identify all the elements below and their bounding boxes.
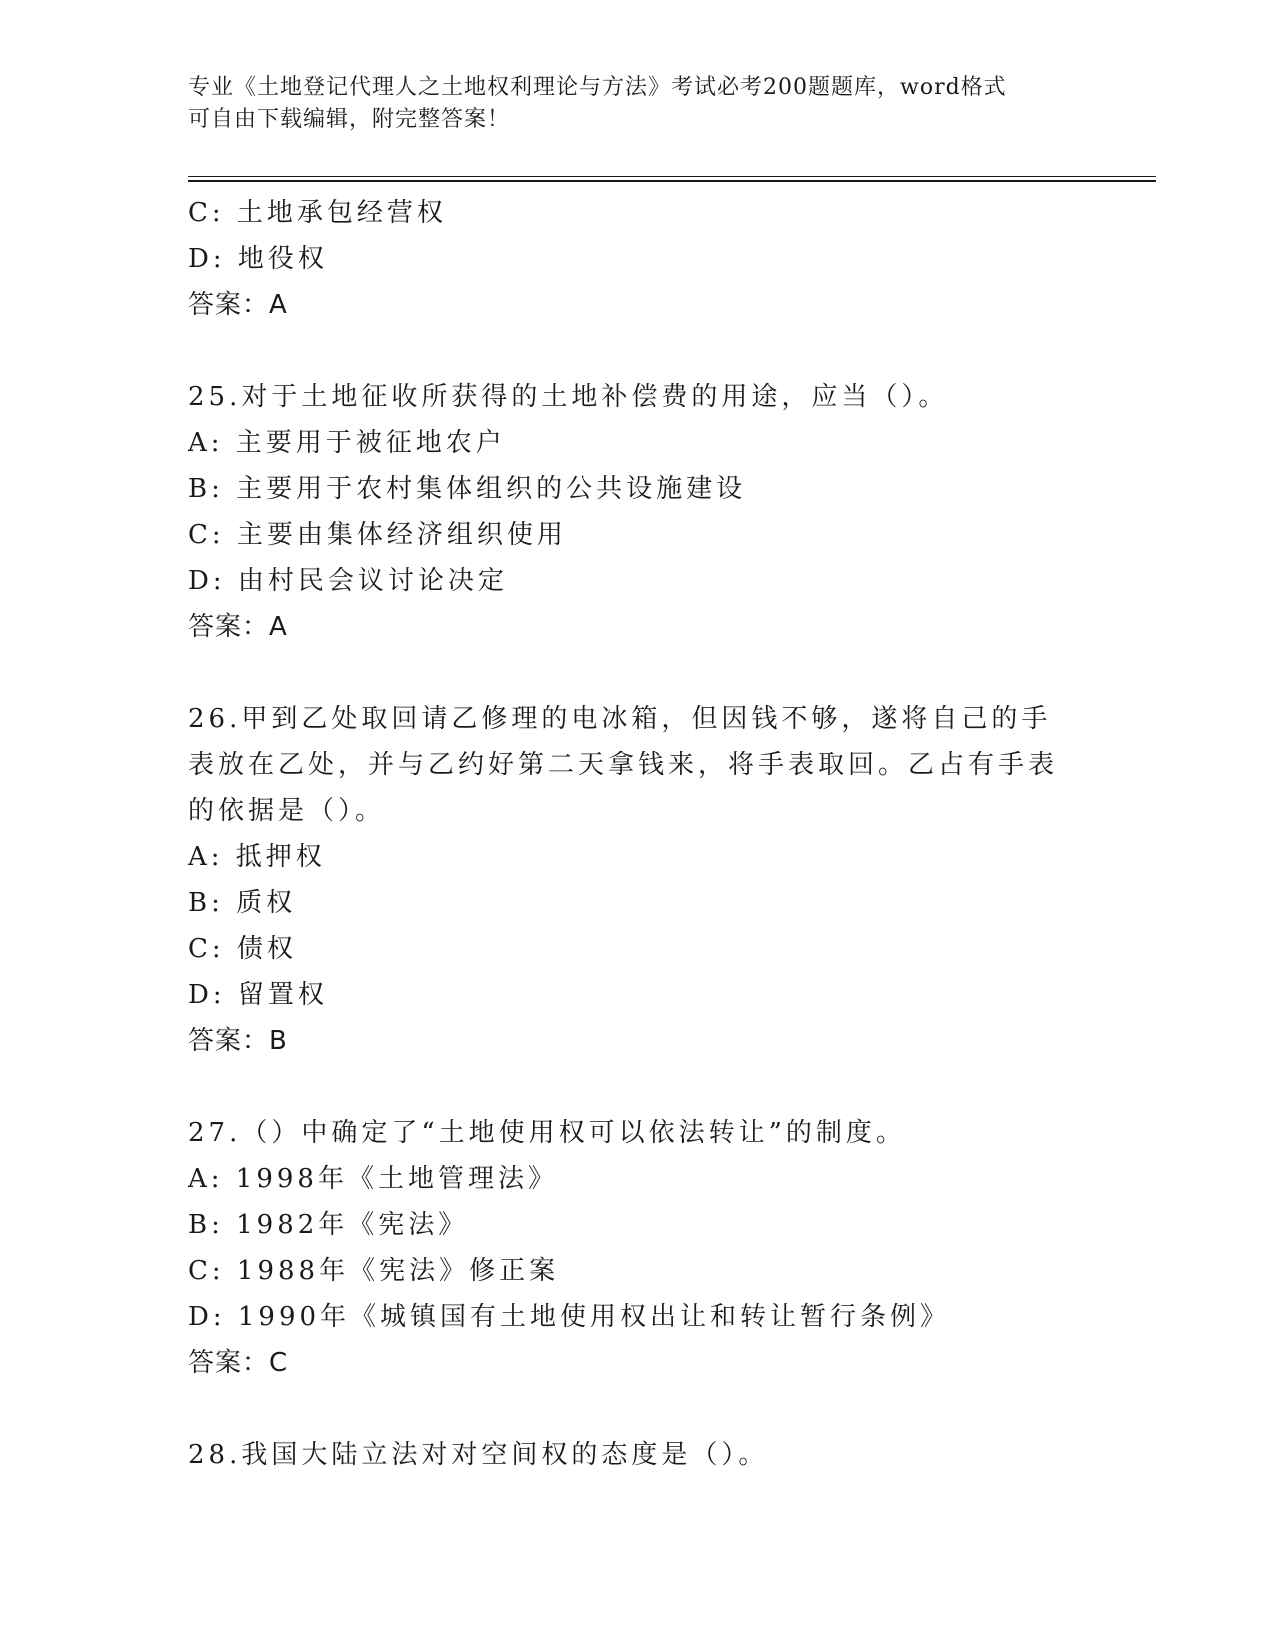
- header-divider-thin: [188, 176, 1156, 177]
- spacer: [188, 1386, 1088, 1432]
- answer-line: 答案：B: [188, 1026, 288, 1056]
- question-stem: 26.甲到乙处取回请乙修理的电冰箱，但因钱不够，遂将自己的手表放在乙处，并与乙约好第二天拿钱来，将手表取回。乙占有手表的依据是（）。: [188, 704, 1059, 826]
- question-26: [188, 696, 1088, 1064]
- answer-line: 答案：A: [188, 612, 288, 642]
- spacer: [188, 650, 1088, 696]
- option-a: A: 1998年《土地管理法》: [188, 1164, 558, 1194]
- option-c: C: 1988年《宪法》修正案: [188, 1256, 560, 1286]
- header-title-line-2: 可自由下载编辑，附完整答案！: [188, 107, 511, 132]
- option-a: A: 主要用于被征地农户: [188, 428, 506, 458]
- option-c: C: 主要由集体经济组织使用: [188, 520, 567, 550]
- option-b: B: 质权: [188, 888, 297, 918]
- header-title-line-1: 专业《土地登记代理人之土地权利理论与方法》考试必考200题题库，word格式: [188, 75, 1007, 100]
- spacer: [188, 1064, 1088, 1110]
- question-25: [188, 374, 1088, 650]
- question-stem: 27.（）中确定了“土地使用权可以依法转让”的制度。: [188, 1118, 906, 1148]
- option-a: A: 抵押权: [188, 842, 326, 872]
- header-divider-thick: [188, 180, 1156, 182]
- document-header: [188, 72, 1088, 136]
- question-list: [188, 190, 1088, 1478]
- question-27: [188, 1110, 1088, 1386]
- question-stem: 25.对于土地征收所获得的土地补偿费的用途，应当（）。: [188, 382, 949, 412]
- question-28: [188, 1432, 1088, 1478]
- question-24: [188, 190, 1088, 328]
- option-d: D: 1990年《城镇国有土地使用权出让和转让暂行条例》: [188, 1302, 951, 1332]
- question-stem: 28.我国大陆立法对对空间权的态度是（）。: [188, 1440, 769, 1470]
- option-d: D: 由村民会议讨论决定: [188, 566, 508, 596]
- option-c: C: 土地承包经营权: [188, 198, 447, 228]
- option-d: D: 留置权: [188, 980, 328, 1010]
- option-d: D: 地役权: [188, 244, 328, 274]
- option-b: B: 主要用于农村集体组织的公共设施建设: [188, 474, 747, 504]
- option-c: C: 债权: [188, 934, 297, 964]
- answer-line: 答案：A: [188, 290, 288, 320]
- spacer: [188, 328, 1088, 374]
- answer-line: 答案：C: [188, 1348, 289, 1378]
- option-b: B: 1982年《宪法》: [188, 1210, 469, 1240]
